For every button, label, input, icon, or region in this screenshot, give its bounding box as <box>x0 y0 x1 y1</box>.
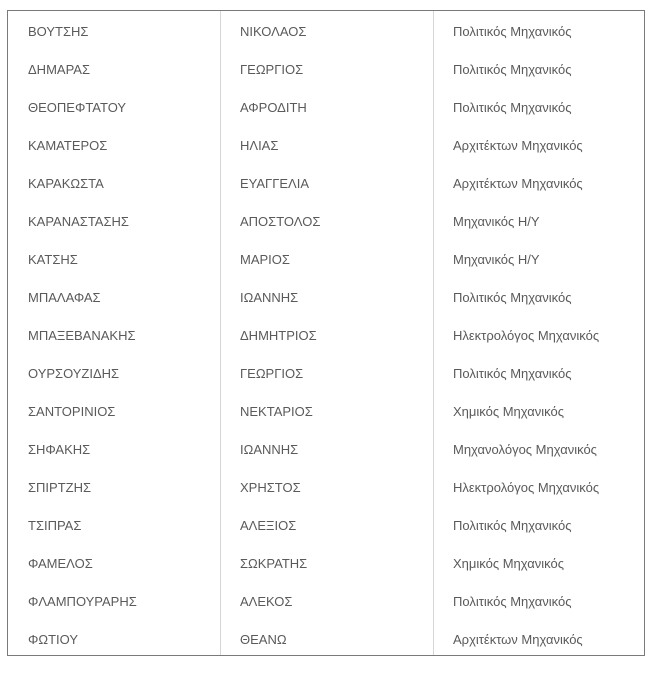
first-name-cell: ΗΛΙΑΣ <box>240 138 279 153</box>
surname-cell: ΟΥΡΣΟΥΖΙΔΗΣ <box>28 366 120 381</box>
specialty-cell: Αρχιτέκτων Μηχανικός <box>453 138 583 153</box>
members-table <box>7 10 645 656</box>
specialty-cell: Αρχιτέκτων Μηχανικός <box>453 632 583 647</box>
first-name-cell: ΝΙΚΟΛΑΟΣ <box>240 24 307 39</box>
first-name-cell: ΣΩΚΡΑΤΗΣ <box>240 556 308 571</box>
first-name-cell: ΓΕΩΡΓΙΟΣ <box>240 366 304 381</box>
specialty-cell: Πολιτικός Μηχανικός <box>453 594 572 609</box>
specialty-cell: Μηχανολόγος Μηχανικός <box>453 442 597 457</box>
first-name-cell: ΘΕΑΝΩ <box>240 632 287 647</box>
first-name-cell: ΙΩΑΝΝΗΣ <box>240 442 299 457</box>
specialty-cell: Χημικός Μηχανικός <box>453 404 565 419</box>
specialty-cell: Μηχανικός Η/Υ <box>453 214 540 229</box>
surname-cell: ΦΑΜΕΛΟΣ <box>28 556 93 571</box>
surname-cell: ΒΟΥΤΣΗΣ <box>28 24 89 39</box>
surname-column <box>8 11 221 655</box>
surname-cell: ΦΩΤΙΟΥ <box>28 632 79 647</box>
surname-cell: ΘΕΟΠΕΦΤΑΤΟΥ <box>28 100 127 115</box>
surname-cell: ΚΑΜΑΤΕΡΟΣ <box>28 138 108 153</box>
first-name-cell: ΑΠΟΣΤΟΛΟΣ <box>240 214 321 229</box>
specialty-cell: Χημικός Μηχανικός <box>453 556 565 571</box>
surname-cell: ΤΣΙΠΡΑΣ <box>28 518 82 533</box>
specialty-cell: Πολιτικός Μηχανικός <box>453 24 572 39</box>
specialty-cell: Αρχιτέκτων Μηχανικός <box>453 176 583 191</box>
specialty-cell: Πολιτικός Μηχανικός <box>453 62 572 77</box>
specialty-cell: Ηλεκτρολόγος Μηχανικός <box>453 328 600 343</box>
surname-cell: ΦΛΑΜΠΟΥΡΑΡΗΣ <box>28 594 137 609</box>
specialty-cell: Ηλεκτρολόγος Μηχανικός <box>453 480 600 495</box>
surname-cell: ΣΗΦΑΚΗΣ <box>28 442 91 457</box>
surname-cell: ΚΑΡΑΚΩΣΤΑ <box>28 176 104 191</box>
specialty-cell: Μηχανικός Η/Υ <box>453 252 540 267</box>
first-name-cell: ΓΕΩΡΓΙΟΣ <box>240 62 304 77</box>
first-name-cell: ΑΛΕΚΟΣ <box>240 594 293 609</box>
surname-cell: ΚΑΤΣΗΣ <box>28 252 78 267</box>
specialty-cell: Πολιτικός Μηχανικός <box>453 518 572 533</box>
first-name-cell: ΔΗΜΗΤΡΙΟΣ <box>240 328 317 343</box>
specialty-cell: Πολιτικός Μηχανικός <box>453 366 572 381</box>
specialty-cell: Πολιτικός Μηχανικός <box>453 290 572 305</box>
surname-cell: ΜΠΑΛΑΦΑΣ <box>28 290 101 305</box>
surname-cell: ΣΠΙΡΤΖΗΣ <box>28 480 92 495</box>
first-name-cell: ΕΥΑΓΓΕΛΙΑ <box>240 176 310 191</box>
first-name-cell: ΧΡΗΣΤΟΣ <box>240 480 301 495</box>
surname-cell: ΔΗΜΑΡΑΣ <box>28 62 90 77</box>
first-name-cell: ΜΑΡΙΟΣ <box>240 252 290 267</box>
first-name-column <box>221 11 434 655</box>
specialty-column <box>434 11 644 655</box>
first-name-cell: ΑΦΡΟΔΙΤΗ <box>240 100 307 115</box>
surname-cell: ΚΑΡΑΝΑΣΤΑΣΗΣ <box>28 214 129 229</box>
first-name-cell: ΑΛΕΞΙΟΣ <box>240 518 297 533</box>
first-name-cell: ΝΕΚΤΑΡΙΟΣ <box>240 404 313 419</box>
surname-cell: ΣΑΝΤΟΡΙΝΙΟΣ <box>28 404 116 419</box>
surname-cell: ΜΠΑΞΕΒΑΝΑΚΗΣ <box>28 328 136 343</box>
first-name-cell: ΙΩΑΝΝΗΣ <box>240 290 299 305</box>
specialty-cell: Πολιτικός Μηχανικός <box>453 100 572 115</box>
